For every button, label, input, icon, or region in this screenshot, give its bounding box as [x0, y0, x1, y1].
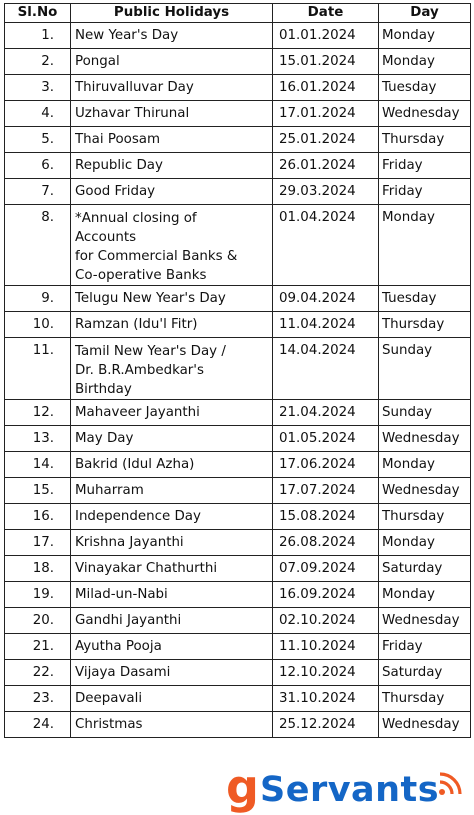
cell-slno: 10. [5, 312, 71, 338]
table-row [5, 75, 471, 101]
holiday-name-line: Vinayakar Chathurthi [75, 561, 218, 576]
table-row [5, 400, 471, 426]
holiday-name-line: New Year's Day [75, 28, 179, 43]
cell-holiday [71, 478, 273, 504]
cell-slno: 17. [5, 530, 71, 556]
cell-date: 25.01.2024 [273, 127, 379, 153]
cell-date: 16.09.2024 [273, 582, 379, 608]
table-row [5, 712, 471, 738]
cell-date: 01.04.2024 [273, 205, 379, 286]
cell-day: Wednesday [379, 608, 471, 634]
cell-day: Monday [379, 452, 471, 478]
cell-date: 12.10.2024 [273, 660, 379, 686]
holiday-name-line: Pongal [75, 54, 120, 69]
cell-day: Saturday [379, 660, 471, 686]
table-row [5, 608, 471, 634]
cell-date: 26.01.2024 [273, 153, 379, 179]
cell-holiday [71, 582, 273, 608]
cell-date: 11.04.2024 [273, 312, 379, 338]
cell-slno: 21. [5, 634, 71, 660]
holiday-name-line: Co-operative Banks [75, 268, 207, 283]
cell-slno: 18. [5, 556, 71, 582]
cell-slno: 2. [5, 49, 71, 75]
cell-slno: 24. [5, 712, 71, 738]
table-row [5, 660, 471, 686]
cell-slno: 3. [5, 75, 71, 101]
cell-slno: 13. [5, 426, 71, 452]
cell-slno: 9. [5, 286, 71, 312]
cell-date: 31.10.2024 [273, 686, 379, 712]
table-row [5, 153, 471, 179]
header-date: Date [273, 4, 379, 23]
cell-slno: 14. [5, 452, 71, 478]
holiday-name-line: Gandhi Jayanthi [75, 613, 182, 628]
cell-slno: 22. [5, 660, 71, 686]
holiday-name-line: Independence Day [75, 509, 201, 524]
cell-holiday [71, 634, 273, 660]
cell-holiday [71, 556, 273, 582]
holiday-name-line: Mahaveer Jayanthi [75, 405, 200, 420]
cell-slno: 7. [5, 179, 71, 205]
cell-day: Sunday [379, 400, 471, 426]
cell-day: Sunday [379, 338, 471, 400]
cell-slno: 6. [5, 153, 71, 179]
table-header-row [5, 4, 471, 23]
cell-day: Friday [379, 153, 471, 179]
cell-day: Monday [379, 49, 471, 75]
watermark-logo [226, 760, 474, 814]
cell-slno: 5. [5, 127, 71, 153]
cell-holiday [71, 127, 273, 153]
cell-slno: 23. [5, 686, 71, 712]
cell-holiday [71, 608, 273, 634]
holiday-name-line: for Commercial Banks & [75, 249, 238, 264]
cell-slno: 12. [5, 400, 71, 426]
cell-day: Tuesday [379, 286, 471, 312]
cell-day: Wednesday [379, 478, 471, 504]
cell-date: 14.04.2024 [273, 338, 379, 400]
header-day: Day [379, 4, 471, 23]
watermark-text: Servants [260, 770, 440, 810]
cell-day: Friday [379, 179, 471, 205]
cell-date: 21.04.2024 [273, 400, 379, 426]
holiday-name-line: Krishna Jayanthi [75, 535, 184, 550]
cell-holiday [71, 530, 273, 556]
cell-day: Wednesday [379, 712, 471, 738]
cell-holiday [71, 286, 273, 312]
cell-date: 17.07.2024 [273, 478, 379, 504]
holiday-name-line: Accounts [75, 230, 137, 245]
cell-date: 01.01.2024 [273, 23, 379, 49]
cell-holiday [71, 660, 273, 686]
cell-holiday [71, 426, 273, 452]
cell-date: 01.05.2024 [273, 426, 379, 452]
holiday-name-line: Vijaya Dasami [75, 665, 171, 680]
holiday-name-line: Thiruvalluvar Day [75, 80, 194, 95]
cell-slno: 16. [5, 504, 71, 530]
cell-date: 11.10.2024 [273, 634, 379, 660]
table-row [5, 179, 471, 205]
cell-holiday [71, 312, 273, 338]
cell-date: 16.01.2024 [273, 75, 379, 101]
cell-date: 15.08.2024 [273, 504, 379, 530]
table-row [5, 504, 471, 530]
header-slno: Sl.No [5, 4, 71, 23]
holiday-name-line: Tamil New Year's Day / [75, 344, 226, 359]
cell-slno: 19. [5, 582, 71, 608]
table-body [5, 23, 471, 738]
table-row [5, 556, 471, 582]
table-row [5, 582, 471, 608]
holiday-name-line: Ramzan (Idu'l Fitr) [75, 317, 198, 332]
cell-date: 17.01.2024 [273, 101, 379, 127]
holiday-name-line: Dr. B.R.Ambedkar's [75, 363, 204, 378]
cell-holiday [71, 179, 273, 205]
holiday-name-line: Thai Poosam [75, 132, 161, 147]
signal-icon [436, 768, 466, 798]
cell-date: 15.01.2024 [273, 49, 379, 75]
cell-holiday [71, 23, 273, 49]
cell-slno: 1. [5, 23, 71, 49]
cell-holiday [71, 686, 273, 712]
cell-slno: 4. [5, 101, 71, 127]
holiday-name-line: Christmas [75, 717, 143, 732]
holiday-name-line: *Annual closing of [75, 211, 197, 226]
holiday-name-line: Good Friday [75, 184, 156, 199]
holiday-name-line: Ayutha Pooja [75, 639, 162, 654]
cell-day: Friday [379, 634, 471, 660]
cell-slno: 11. [5, 338, 71, 400]
table-row [5, 686, 471, 712]
cell-holiday [71, 712, 273, 738]
cell-day: Tuesday [379, 75, 471, 101]
cell-day: Monday [379, 205, 471, 286]
cell-date: 29.03.2024 [273, 179, 379, 205]
cell-day: Wednesday [379, 426, 471, 452]
table-row [5, 286, 471, 312]
holiday-name-line: Republic Day [75, 158, 163, 173]
cell-date: 07.09.2024 [273, 556, 379, 582]
cell-holiday [71, 338, 273, 400]
cell-date: 26.08.2024 [273, 530, 379, 556]
table-row [5, 338, 471, 400]
holiday-name-line: Bakrid (Idul Azha) [75, 457, 195, 472]
holiday-table [4, 3, 471, 738]
holiday-name-line: Deepavali [75, 691, 143, 706]
cell-slno: 20. [5, 608, 71, 634]
cell-day: Monday [379, 530, 471, 556]
cell-date: 09.04.2024 [273, 286, 379, 312]
cell-holiday [71, 153, 273, 179]
cell-holiday [71, 205, 273, 286]
table-row [5, 478, 471, 504]
cell-holiday [71, 101, 273, 127]
holiday-name-line: May Day [75, 431, 134, 446]
cell-day: Thursday [379, 312, 471, 338]
table-row [5, 49, 471, 75]
table-row [5, 312, 471, 338]
holiday-name-line: Uzhavar Thirunal [75, 106, 190, 121]
table-row [5, 205, 471, 286]
cell-date: 02.10.2024 [273, 608, 379, 634]
cell-day: Wednesday [379, 101, 471, 127]
cell-slno: 8. [5, 205, 71, 286]
table-row [5, 23, 471, 49]
cell-holiday [71, 452, 273, 478]
cell-holiday [71, 75, 273, 101]
table-row [5, 127, 471, 153]
holiday-name-line: Muharram [75, 483, 144, 498]
header-holiday: Public Holidays [71, 4, 273, 23]
cell-holiday [71, 504, 273, 530]
cell-day: Saturday [379, 556, 471, 582]
cell-slno: 15. [5, 478, 71, 504]
cell-day: Monday [379, 23, 471, 49]
cell-day: Thursday [379, 504, 471, 530]
watermark-g: g [226, 760, 259, 814]
cell-holiday [71, 49, 273, 75]
cell-day: Monday [379, 582, 471, 608]
cell-holiday [71, 400, 273, 426]
holiday-name-line: Birthday [75, 382, 132, 397]
table-row [5, 426, 471, 452]
holiday-name-line: Milad-un-Nabi [75, 587, 168, 602]
table-row [5, 452, 471, 478]
table-row [5, 634, 471, 660]
cell-day: Thursday [379, 127, 471, 153]
table-row [5, 530, 471, 556]
cell-date: 17.06.2024 [273, 452, 379, 478]
cell-day: Thursday [379, 686, 471, 712]
holiday-name-line: Telugu New Year's Day [75, 291, 226, 306]
table-row [5, 101, 471, 127]
cell-date: 25.12.2024 [273, 712, 379, 738]
